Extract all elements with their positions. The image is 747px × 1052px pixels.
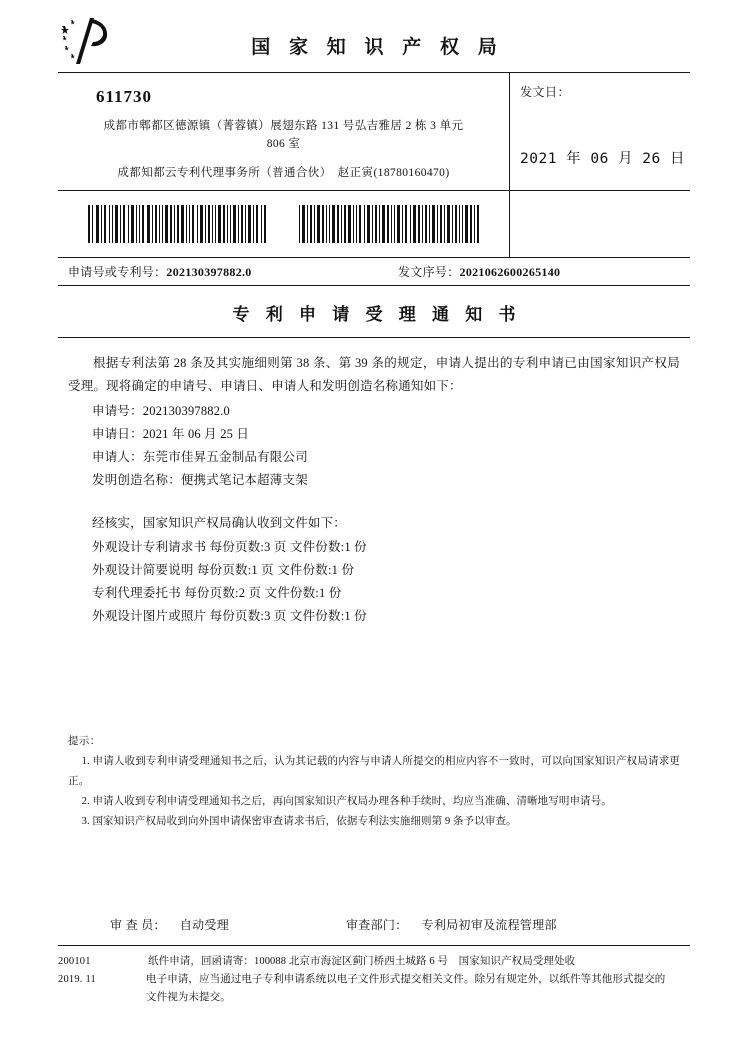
field-invention-title: 发明创造名称：便携式笔记本超薄支架 bbox=[92, 473, 308, 488]
address-section bbox=[58, 73, 690, 191]
document-title: 专 利 申 请 受 理 通 知 书 bbox=[58, 286, 690, 338]
barcode-container bbox=[58, 191, 510, 257]
received-item: 外观设计简要说明 每份页数:1 页 文件份数:1 份 bbox=[92, 562, 355, 577]
issue-date-value: 2021 年 06 月 26 日 bbox=[520, 150, 685, 167]
application-number-value: 202130397882.0 bbox=[166, 264, 252, 279]
received-intro: 经核实，国家知识产权局确认收到文件如下： bbox=[92, 516, 347, 531]
received-item: 外观设计专利请求书 每份页数:3 页 文件份数:1 份 bbox=[92, 539, 367, 554]
page-title: 国 家 知 识 产 权 局 bbox=[251, 37, 504, 58]
agent-line: 成都知都云专利代理事务所（普通合伙） 赵正寅(18780160470) bbox=[117, 166, 450, 179]
dispatch-number-label: 发文序号： bbox=[398, 264, 460, 279]
examiner-value: 自动受理 bbox=[179, 917, 230, 932]
department-value: 专利局初审及流程管理部 bbox=[421, 917, 557, 932]
signature-section bbox=[58, 916, 690, 945]
issue-date-block bbox=[510, 73, 690, 190]
postal-code: 611730 bbox=[96, 87, 153, 106]
note-item: 1. 申请人收到专利申请受理通知书之后，认为其记载的内容与申请人所提交的相应内容不一致时，可以向国家知识产权局请求更正。 bbox=[68, 755, 680, 787]
footer-form-code: 200101 bbox=[58, 955, 91, 967]
application-number-barcode bbox=[88, 205, 268, 243]
footer-codes bbox=[58, 953, 136, 1008]
examiner-field bbox=[68, 916, 346, 933]
footer-line-1: 纸件申请，回函请寄：100088 北京市海淀区蓟门桥西土城路 6 号 国家知识产权局受理处收 bbox=[148, 955, 576, 967]
intro-paragraph: 根据专利法第 28 条及其实施细则第 38 条、第 39 条的规定，申请人提出的专利申请已由国家知识产权局受理。现将确定的申请号、申请日、申请人和发明创造名称通知如下： bbox=[68, 355, 680, 393]
received-item: 专利代理委托书 每份页数:2 页 文件份数:1 份 bbox=[92, 585, 342, 600]
footer-version-date: 2019. 11 bbox=[58, 974, 96, 986]
barcode-section bbox=[58, 191, 690, 258]
application-number-label: 申请号或专利号： bbox=[68, 264, 167, 279]
document-body bbox=[58, 338, 690, 628]
application-fields bbox=[68, 400, 680, 493]
barcode-right-empty bbox=[510, 191, 690, 257]
field-applicant: 申请人：东莞市佳昇五金制品有限公司 bbox=[92, 450, 308, 465]
department-label: 审查部门： bbox=[346, 917, 408, 932]
dispatch-number-barcode bbox=[299, 205, 479, 243]
field-application-date: 申请日：2021 年 06 月 25 日 bbox=[92, 427, 250, 441]
numbers-section bbox=[58, 258, 690, 286]
notes-section bbox=[58, 732, 690, 832]
received-documents bbox=[68, 512, 680, 628]
document-footer bbox=[58, 945, 690, 1008]
department-field bbox=[346, 916, 680, 933]
examiner-label: 审 查 员： bbox=[110, 917, 166, 932]
dispatch-number-value: 2021062600265140 bbox=[459, 264, 561, 279]
issue-date-label: 发文日： bbox=[520, 85, 571, 99]
footer-text bbox=[136, 953, 690, 1008]
notes-label: 提示： bbox=[68, 736, 101, 747]
notice-document bbox=[58, 14, 690, 1008]
note-item: 3. 国家知识产权局收到向外国申请保密审查请求书后，依据专利法实施细则第 9 条予以审查。 bbox=[81, 815, 517, 827]
document-header bbox=[58, 14, 690, 73]
note-item: 2. 申请人收到专利申请受理通知书之后，再向国家知识产权局办理各种手续时，均应当准确、清晰地写明申请号。 bbox=[81, 795, 612, 807]
addressee-block bbox=[58, 73, 510, 190]
footer-line-2: 电子申请，应当通过电子专利申请系统以电子文件形式提交相关文件。除另有规定外，以纸件等其他形式提交的 bbox=[146, 974, 666, 986]
address-line-2: 806 室 bbox=[266, 137, 301, 150]
address-line-1: 成都市郫都区德源镇（菁蓉镇）展翅东路 131 号弘吉雅居 2 栋 3 单元 bbox=[103, 120, 464, 132]
received-item: 外观设计图片或照片 每份页数:3 页 文件份数:1 份 bbox=[92, 608, 367, 623]
application-number-field bbox=[58, 263, 398, 280]
dispatch-number-field bbox=[398, 263, 690, 280]
footer-line-3: 文件视为未提交。 bbox=[146, 992, 231, 1004]
field-application-number: 申请号：202130397882.0 bbox=[92, 403, 230, 418]
